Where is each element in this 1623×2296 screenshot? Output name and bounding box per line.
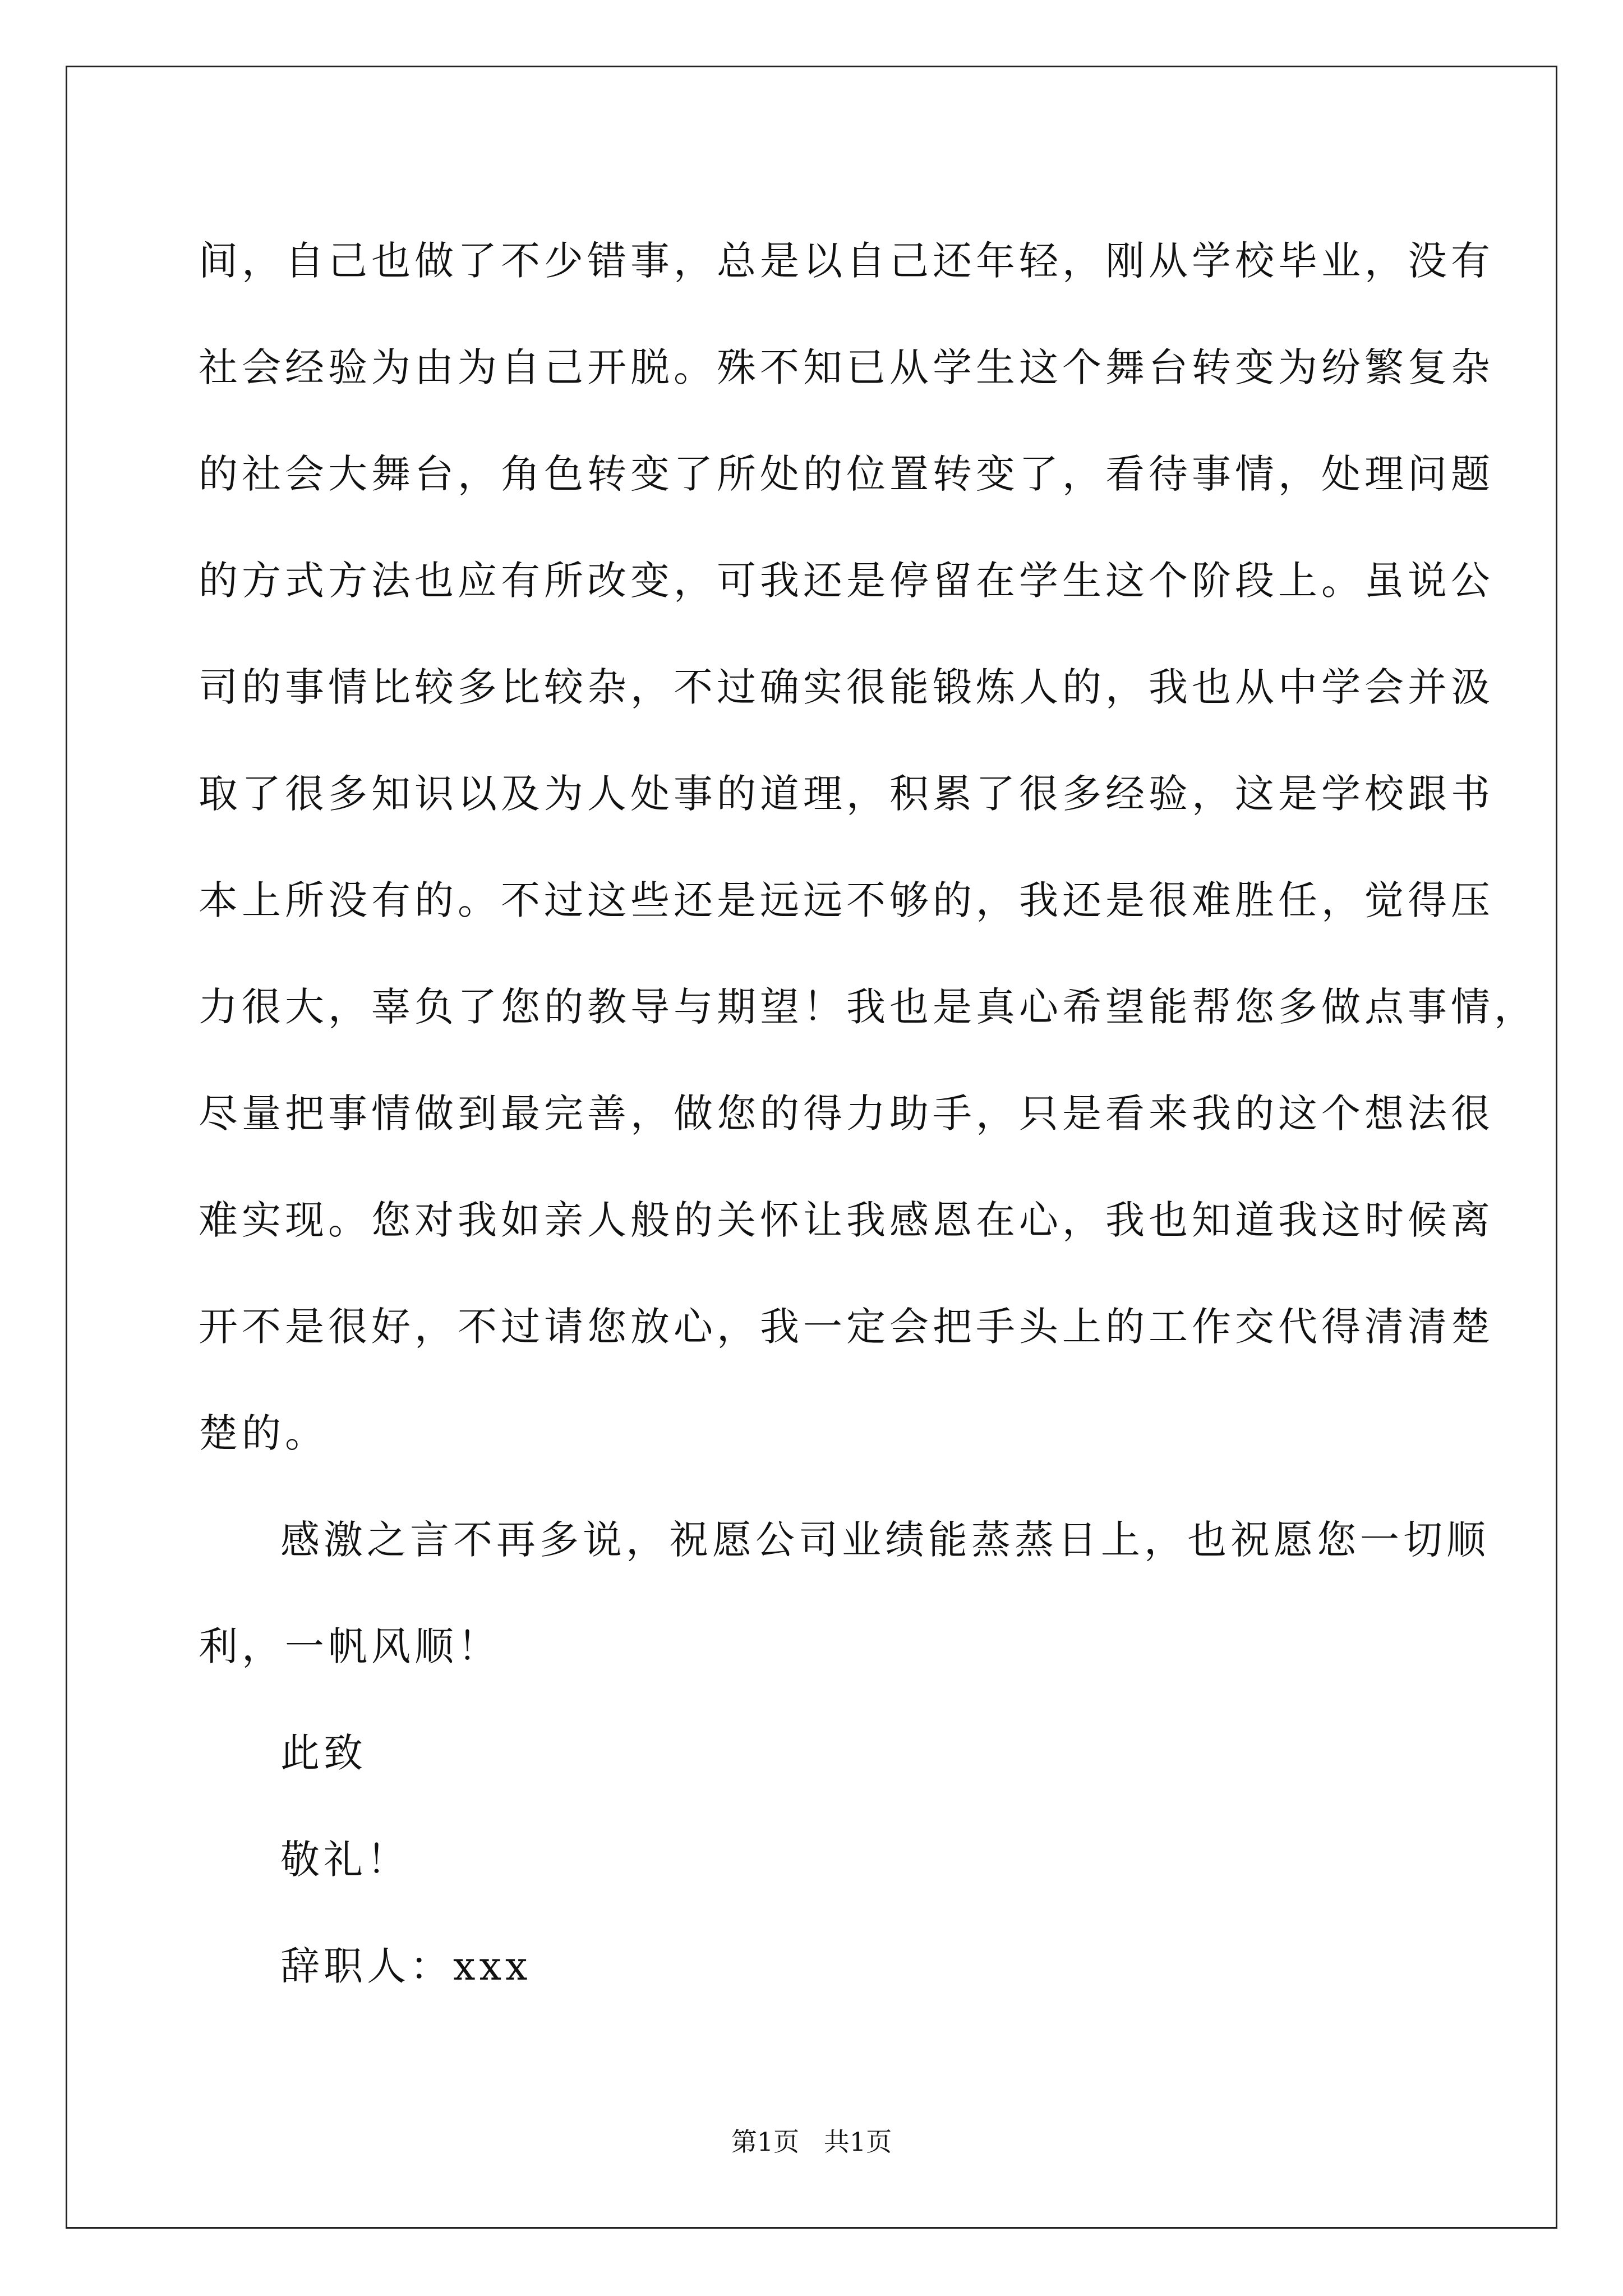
text-line: 间，自己也做了不少错事，总是以自己还年轻，刚从学校毕业，没有 xyxy=(199,238,1494,284)
text-line: 本上所没有的。不过这些还是远远不够的，我还是很难胜任，觉得压 xyxy=(199,877,1494,923)
text-line: 感激之言不再多说，祝愿公司业绩能蒸蒸日上，也祝愿您一切顺 xyxy=(280,1517,1490,1563)
text-line: 楚的。 xyxy=(199,1410,328,1456)
salutation: 此致 xyxy=(280,1730,367,1776)
text-line: 取了很多知识以及为人处事的道理，积累了很多经验，这是学校跟书 xyxy=(199,771,1494,817)
text-line: 的社会大舞台，角色转变了所处的位置转变了，看待事情，处理问题 xyxy=(199,451,1494,497)
text-line: 司的事情比较多比较杂，不过确实很能锻炼人的，我也从中学会并汲 xyxy=(199,664,1494,710)
page-footer: 第1页 共1页 xyxy=(731,2127,892,2157)
text-line: 利，一帆风顺！ xyxy=(199,1623,501,1669)
closing: 敬礼！ xyxy=(280,1837,410,1883)
text-line: 的方式方法也应有所改变，可我还是停留在学生这个阶段上。虽说公 xyxy=(199,558,1494,604)
text-line: 力很大，辜负了您的教导与期望！我也是真心希望能帮您多做点事情， xyxy=(199,984,1537,1030)
text-line: 难实现。您对我如亲人般的关怀让我感恩在心，我也知道我这时候离 xyxy=(199,1197,1494,1243)
signature: 辞职人：xxx xyxy=(280,1943,532,1989)
text-line: 社会经验为由为自己开脱。殊不知已从学生这个舞台转变为纷繁复杂 xyxy=(199,344,1494,390)
text-line: 尽量把事情做到最完善，做您的得力助手，只是看来我的这个想法很 xyxy=(199,1091,1494,1137)
text-line: 开不是很好，不过请您放心，我一定会把手头上的工作交代得清清楚 xyxy=(199,1304,1494,1350)
letter-body xyxy=(199,208,1537,2019)
